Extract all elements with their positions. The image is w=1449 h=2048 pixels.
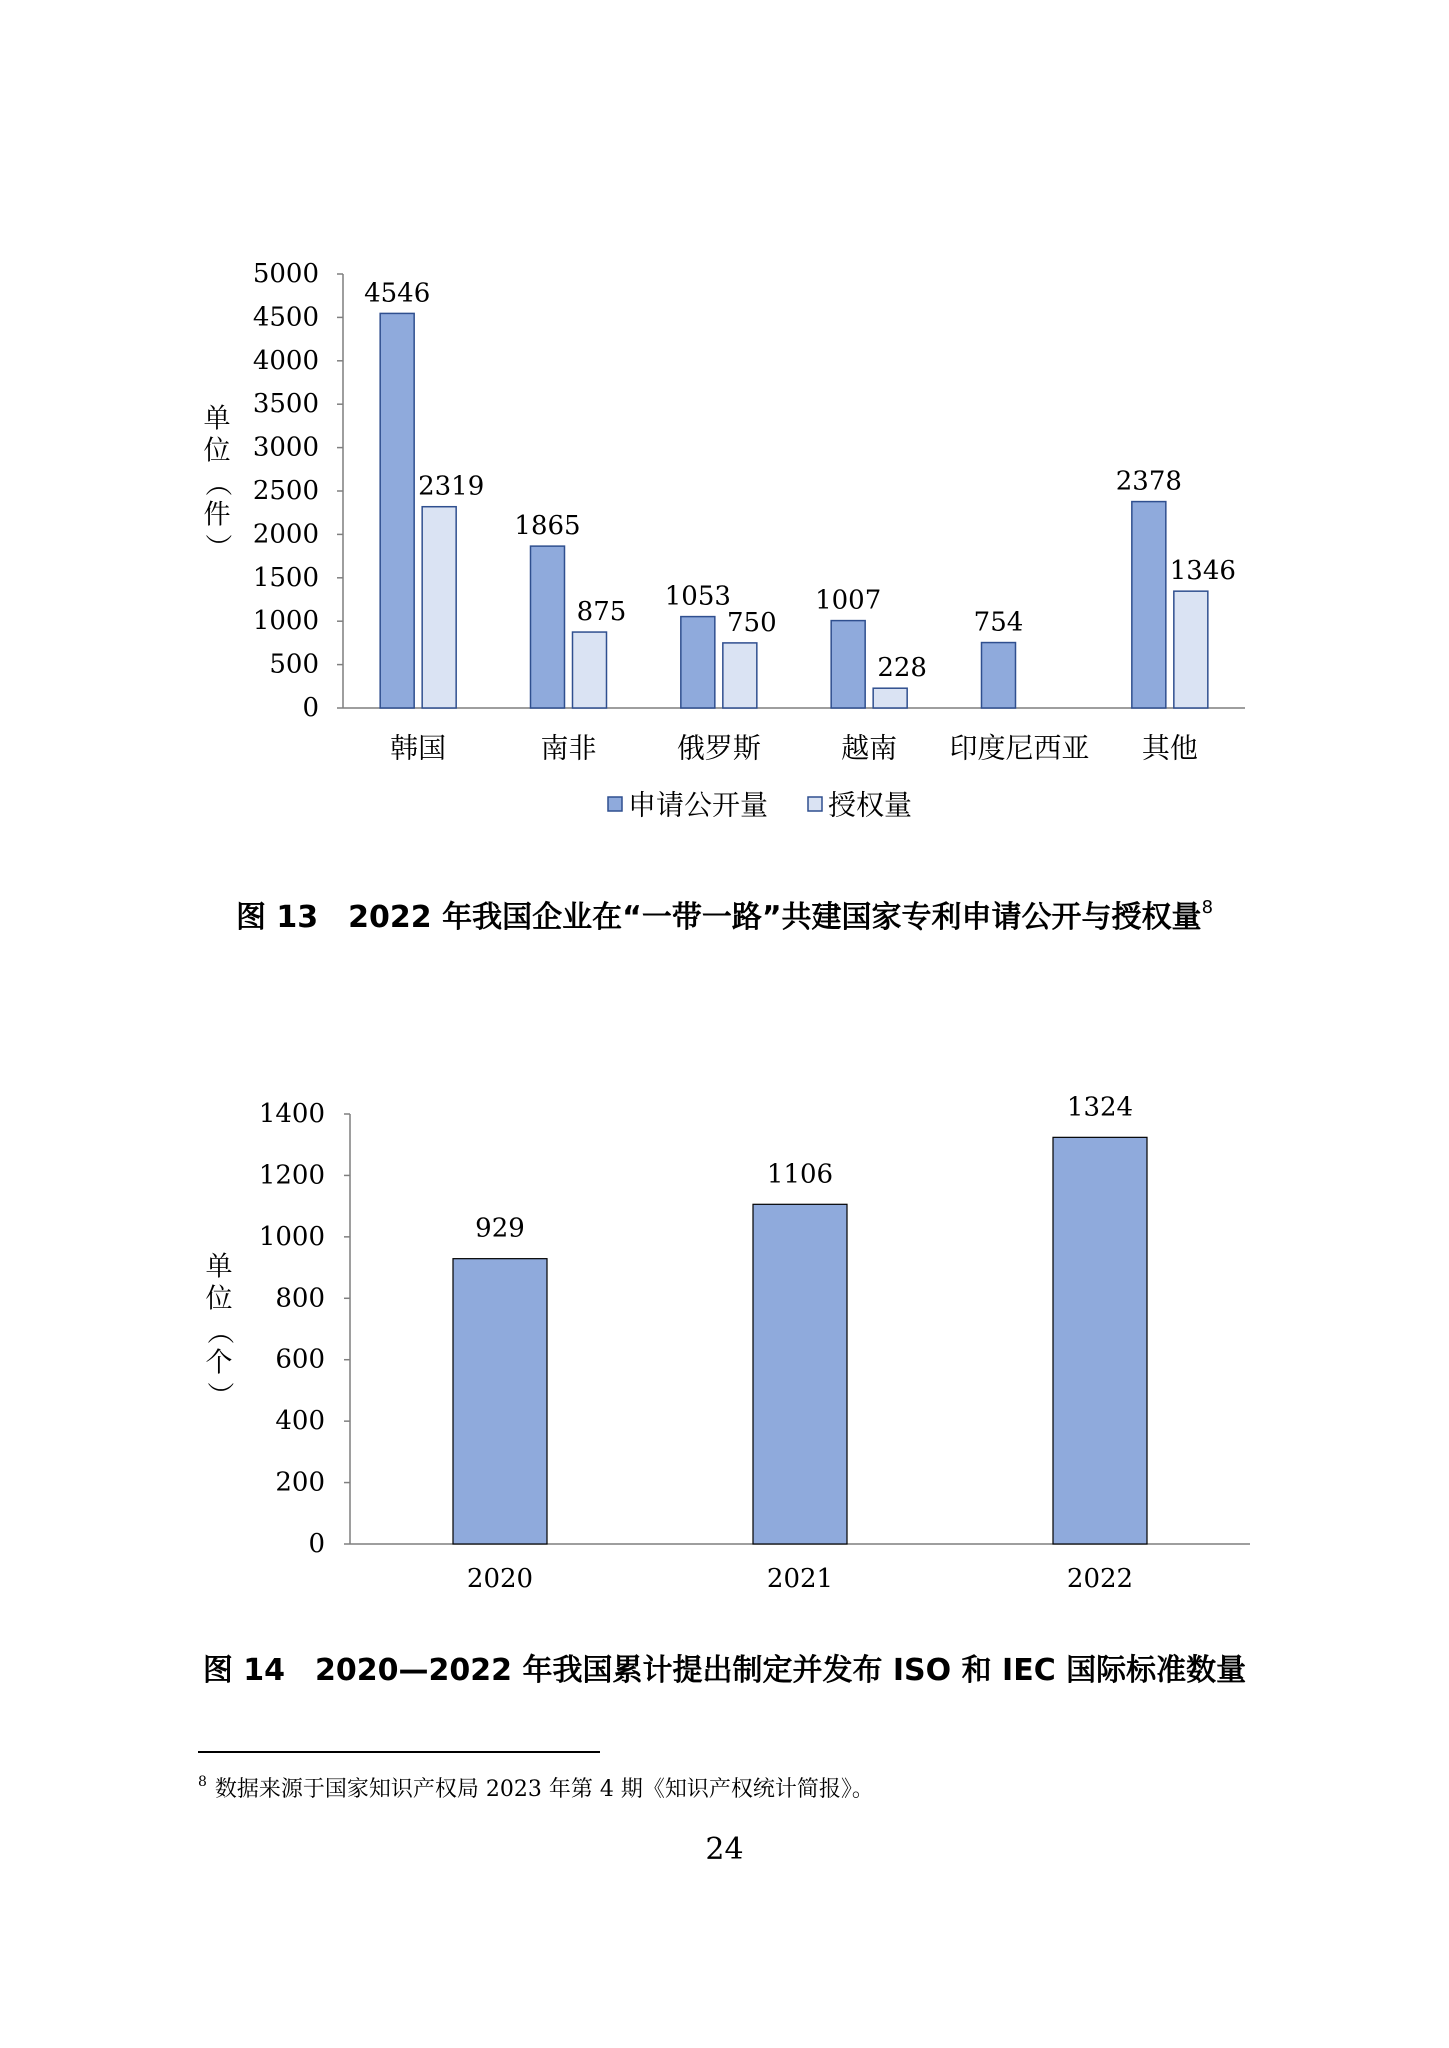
category-label: 韩国 [390, 731, 447, 765]
figure-14-caption [0, 1645, 1449, 1689]
bar [723, 643, 757, 708]
data-label: 2319 [418, 471, 485, 502]
bar [531, 546, 565, 708]
chart2-category-labels [467, 1564, 1133, 1594]
category-label: 印度尼西亚 [949, 731, 1090, 765]
bar [380, 313, 414, 708]
data-label: 929 [475, 1213, 525, 1244]
y-axis-label-char: ） [203, 1381, 235, 1409]
bar [831, 621, 865, 708]
y-axis-label-char: 位 [205, 1283, 233, 1315]
data-label: 750 [727, 607, 777, 638]
chart1-y-axis-label [202, 404, 233, 561]
category-label: 其他 [1141, 731, 1198, 765]
figure-13-caption [0, 892, 1449, 936]
chart1-legend [608, 789, 912, 822]
data-label: 1324 [1066, 1092, 1134, 1123]
y-tick-label: 200 [275, 1467, 325, 1498]
chart2-bars [453, 1137, 1147, 1544]
footnote-reference: 8 [1201, 897, 1214, 918]
bar [1053, 1137, 1147, 1544]
figure-13-caption-text: 图 13 2022 年我国企业在“一带一路”共建国家专利申请公开与授权量 [235, 900, 1202, 935]
chart1-data-labels [364, 278, 1236, 683]
bar [573, 632, 607, 708]
y-tick-label: 4000 [252, 345, 319, 376]
data-label: 4546 [364, 278, 431, 309]
y-tick-label: 2500 [252, 476, 319, 506]
legend-swatch [808, 797, 822, 811]
y-axis-label-char: ） [201, 533, 233, 561]
data-label: 1346 [1169, 556, 1236, 587]
legend-label: 授权量 [828, 788, 913, 822]
category-label: 俄罗斯 [676, 731, 761, 765]
y-tick-label: 400 [275, 1406, 325, 1437]
chart2-y-tick-labels [259, 1099, 325, 1559]
y-tick-label: 1500 [252, 562, 319, 593]
footnote [198, 1772, 874, 1803]
footnote-divider [198, 1751, 600, 1753]
category-label: 2021 [766, 1564, 834, 1594]
bar [422, 507, 456, 708]
y-axis-label-char: （ [203, 1317, 235, 1345]
y-tick-label: 2000 [252, 519, 319, 550]
y-tick-label: 600 [275, 1344, 325, 1375]
y-axis-label-char: 件 [203, 499, 231, 531]
chart2-y-axis-label [204, 1252, 235, 1409]
category-label: 南非 [540, 731, 597, 765]
y-tick-label: 800 [275, 1283, 325, 1314]
y-tick-label: 0 [302, 693, 319, 723]
y-tick-label: 4500 [252, 302, 319, 333]
y-tick-label: 3500 [252, 389, 319, 420]
bar [753, 1204, 847, 1544]
chart1-category-labels [390, 732, 1198, 765]
bar [982, 643, 1016, 708]
figure-14-caption-text: 图 14 2020—2022 年我国累计提出制定并发布 ISO 和 IEC 国际标准数量 [202, 1653, 1247, 1688]
legend-label: 申请公开量 [628, 788, 769, 822]
y-tick-label: 5000 [252, 259, 319, 289]
data-label: 875 [576, 597, 627, 628]
category-label: 越南 [841, 731, 898, 765]
bar [1174, 591, 1208, 708]
y-axis-label-char: 单 [205, 1251, 233, 1283]
bar [873, 688, 907, 708]
data-label: 1053 [664, 581, 731, 612]
y-tick-label: 1000 [252, 606, 319, 637]
page-number: 24 [705, 1832, 744, 1867]
bar [1132, 502, 1166, 708]
y-tick-label: 0 [308, 1529, 325, 1559]
legend-swatch [608, 797, 622, 811]
y-axis-label-char: （ [201, 469, 233, 497]
y-axis-label-char: 位 [203, 435, 231, 467]
category-label: 2020 [466, 1564, 534, 1594]
y-tick-label: 1000 [258, 1221, 325, 1252]
y-tick-label: 500 [269, 649, 319, 680]
footnote-text: 数据来源于国家知识产权局 2023 年第 4 期《知识产权统计简报》。 [214, 1777, 874, 1802]
y-axis-label-char: 单 [203, 403, 231, 435]
y-tick-label: 1200 [258, 1160, 325, 1191]
category-label: 2022 [1066, 1564, 1134, 1594]
data-label: 2378 [1115, 466, 1182, 497]
y-tick-label: 3000 [252, 432, 319, 463]
y-axis-label-char: 个 [205, 1347, 233, 1379]
footnote-marker: 8 [198, 1774, 207, 1790]
chart-iso-iec-standards [0, 1070, 1449, 1630]
data-label: 754 [973, 607, 1024, 638]
data-label: 1865 [514, 511, 581, 542]
chart1-bars [380, 313, 1208, 708]
chart-patent-belt-road [0, 230, 1449, 1090]
bar [453, 1259, 547, 1544]
y-tick-label: 1400 [258, 1099, 325, 1129]
data-label: 1106 [766, 1159, 834, 1190]
data-label: 1007 [815, 585, 882, 616]
chart1-y-tick-labels [253, 259, 319, 723]
data-label: 228 [877, 653, 927, 684]
bar [681, 617, 715, 708]
